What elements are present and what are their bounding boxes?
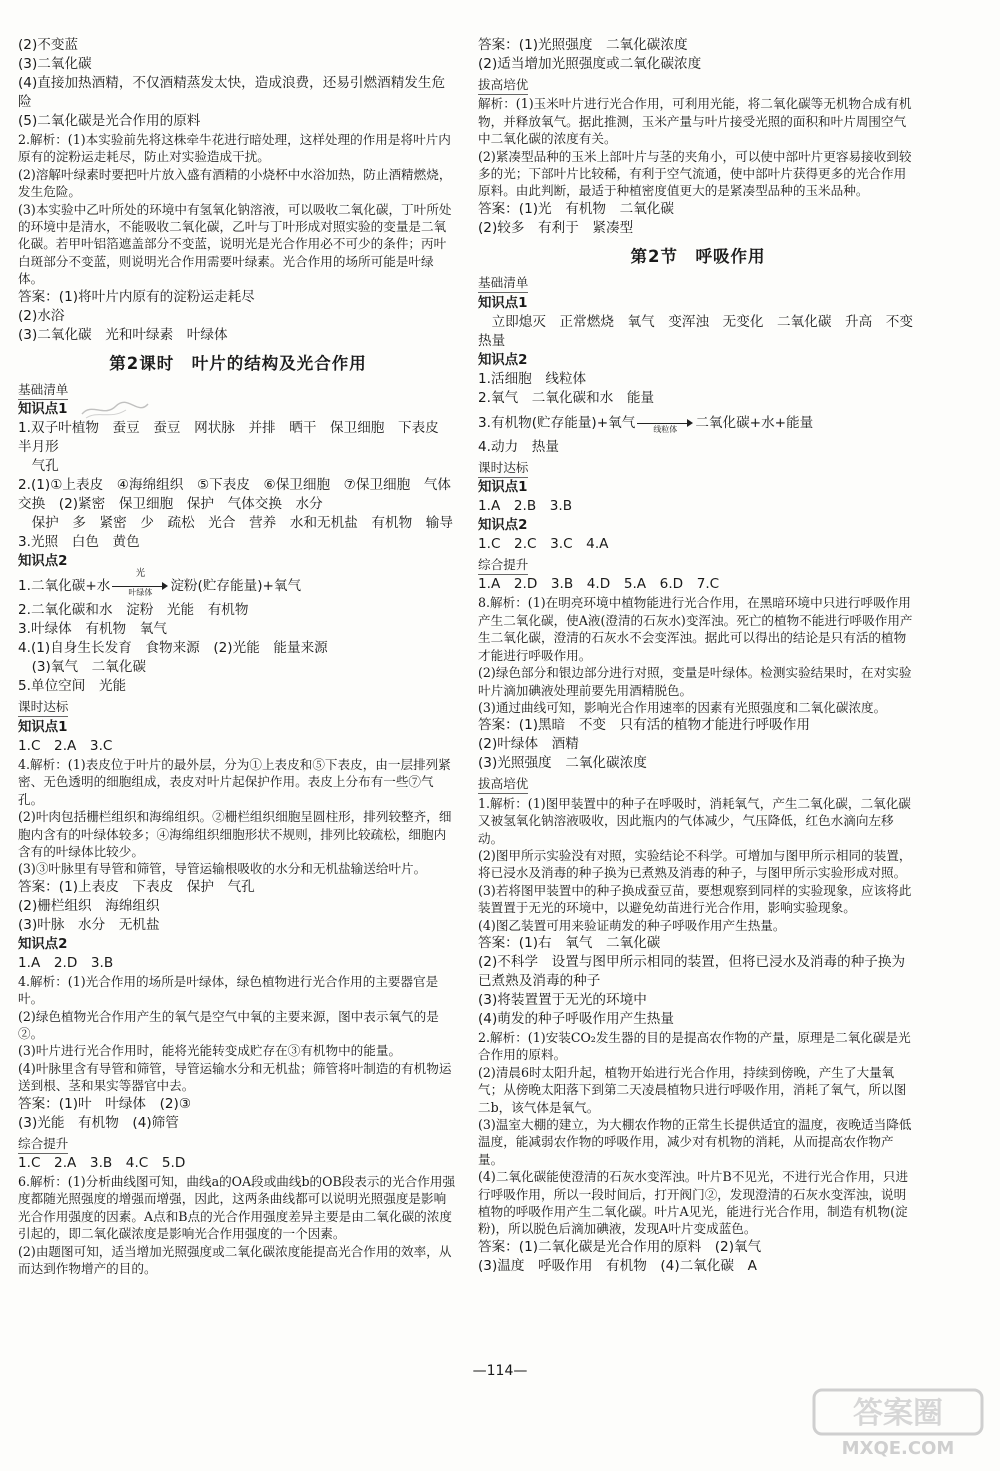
knowledge-point-heading: 知识点1 — [18, 719, 68, 735]
explanation-paragraph: 2.解析：(1)安装CO₂发生器的目的是提高农作物的产量，原理是二氧化碳是光合作用的原料。 — [478, 1029, 911, 1063]
explanation-paragraph: (2)紧凑型品种的玉米上部叶片与茎的夹角小，可以使中部叶片更容易接收到较多的光；下部叶片比较稀，有利于空气流通，使中部叶片获得更多的光合作用原料。由此判断，最适于种植密度值更大的是紧凑型品种的玉米品种。 — [478, 148, 912, 199]
knowledge-point-heading: 知识点2 — [478, 352, 528, 368]
explanation-paragraph: (2)叶肉包括栅栏组织和海绵组织。②栅栏组织细胞呈圆柱形，排列较整齐，细胞内含有的叶绿体较多；④海绵组织细胞形状不规则，排列比较疏松，细胞内含有的叶绿体比较少。 — [18, 809, 452, 859]
equation-lhs: 1.二氧化碳+水 — [18, 578, 111, 595]
answer-line: 3.叶绿体 有机物 氧气 — [18, 621, 167, 638]
explanation-paragraph: (2)绿色部分和银边部分进行对照，变量是叶绿体。检测实验结果时，在对实验叶片滴加碘液处理前要先用酒精脱色。 — [478, 665, 912, 698]
watermark-logo — [812, 1388, 984, 1460]
answer-line: (3)温度 呼吸作用 有机物 (4)二氧化碳 A — [478, 1257, 757, 1274]
answer-line: (2)不科学 设置与图甲所示相同的装置，但将已浸水及消毒的种子换为已煮熟及消毒的种子 — [478, 953, 906, 989]
explanation-paragraph: (3)叶片进行光合作用时，能将光能转变成贮存在③有机物中的能量。 — [18, 1043, 402, 1059]
equation-lhs: 3.有机物(贮存能量)+氧气 — [478, 414, 636, 431]
answer-line: (2)适当增加光照强度或二氧化碳浓度 — [478, 56, 702, 72]
knowledge-point-heading: 知识点1 — [478, 480, 528, 496]
explanation-paragraph: 1.解析：(1)图甲装置中的种子在呼吸时，消耗氧气，产生二氧化碳，二氧化碳又被氢氧化钠溶液吸收，因此瓶内的气体减少，气压降低，红色水滴向左移动。 — [478, 795, 911, 846]
equation-rhs: 淀粉(贮存能量)+氧气 — [170, 578, 302, 595]
section-label: 拔高培优 — [478, 775, 528, 794]
left-column — [18, 36, 458, 1277]
answer-line: 答案：(1)将叶片内原有的淀粉运走耗尽 — [18, 288, 255, 305]
answer-line: 答案：(1)叶 叶绿体 (2)③ — [18, 1095, 192, 1112]
arrow-condition-above: 光 — [135, 568, 146, 580]
answer-line: 1.A 2.B 3.B — [478, 498, 573, 515]
answer-line: 1.C 2.C 3.C 4.A — [478, 536, 609, 553]
answer-line: (2)栅栏组织 海绵组织 — [18, 897, 160, 914]
explanation-paragraph: (2)由题图可知，适当增加光照强度或二氧化碳浓度能提高光合作用的效率，从而达到作物增产的目的。 — [18, 1243, 452, 1276]
knowledge-point-heading: 知识点2 — [18, 554, 68, 570]
answer-line: 答案：(1)光照强度 二氧化碳浓度 — [478, 37, 688, 53]
explanation-paragraph: (2)绿色植物光合作用产生的氧气是空气中氧的主要来源，图中表示氧气的是②。 — [18, 1008, 439, 1041]
explanation-paragraph: (3)③叶脉里有导管和筛管，导管运输根吸收的水分和无机盐输送给叶片。 — [18, 861, 427, 877]
answer-line: 5.单位空间 光能 — [18, 678, 127, 695]
page-number: —114— — [472, 1363, 528, 1379]
section-label: 综合提升 — [18, 1135, 68, 1154]
explanation-paragraph: 4.解析：(1)表皮位于叶片的最外层，分为①上表皮和⑤下表皮，由一层排列紧密、无色透明的细胞组成，表皮对叶片起保护作用。表皮上分布有一些⑦气孔。 — [18, 756, 451, 807]
answer-line: 3.光照 白色 黄色 — [18, 534, 140, 551]
knowledge-point-heading: 知识点1 — [18, 402, 68, 418]
reaction-arrow — [112, 568, 168, 598]
stamp-mark — [80, 398, 150, 420]
section-title: 第2课时 叶片的结构及光合作用 — [109, 353, 367, 373]
explanation-paragraph: (3)温室大棚的建立，为大棚农作物的正常生长提供适宜的温度，夜晚适当降低温度，能减弱农作物的呼吸作用，减少对有机物的消耗，从而提高农作物产量。 — [478, 1117, 912, 1167]
right-column — [478, 36, 927, 1276]
equation — [478, 408, 918, 438]
answer-line: 答案：(1)上表皮 下表皮 保护 气孔 — [18, 878, 255, 895]
arrow-condition-below: 线粒体 — [653, 424, 678, 434]
knowledge-point-heading: 知识点2 — [18, 936, 68, 952]
answer-line: 保护 多 紧密 少 疏松 光合 营养 水和无机盐 有机物 输导 — [18, 515, 453, 532]
explanation-paragraph: (3)通过曲线可知，影响光合作用速率的因素有光照强度和二氧化碳浓度。 — [478, 699, 887, 715]
explanation-paragraph: (2)图甲所示实验没有对照，实验结论不科学。可增加与图甲所示相同的装置，将已浸水及消毒的种子换为已煮熟及消毒的种子，与图甲所示实验形成对照。 — [478, 847, 912, 881]
knowledge-point-heading: 知识点2 — [478, 518, 528, 534]
section-label: 综合提升 — [478, 556, 528, 575]
answer-line: 1.活细胞 线粒体 — [478, 370, 587, 387]
answer-line: (3)将装置置于无光的环境中 — [478, 991, 647, 1008]
section-label: 课时达标 — [478, 459, 528, 478]
answer-line: (5)二氧化碳是光合作用的原料 — [18, 113, 201, 129]
answer-line: 1.C 2.A 3.C — [18, 737, 113, 754]
answer-line: (3)氧气 二氧化碳 — [18, 659, 147, 676]
arrow-condition-below: 叶绿体 — [128, 588, 153, 598]
knowledge-point-heading: 知识点1 — [478, 295, 528, 311]
reaction-arrow — [637, 416, 693, 434]
answer-line: 2.(1)①上表皮 ④海绵组织 ⑤下表皮 ⑥保卫细胞 ⑦保卫细胞 气体交换 (2)紧密 保卫细胞 保护 气体交换 水分 — [18, 477, 452, 513]
answer-line: 1.C 2.A 3.B 4.C 5.D — [18, 1154, 186, 1171]
section-label: 课时达标 — [18, 698, 68, 717]
explanation-paragraph: (4)二氧化碳能使澄清的石灰水变浑浊。叶片B不见光，不进行光合作用，只进行呼吸作用，所以一段时间后，打开阀门②，发现澄清的石灰水变浑浊，说明植物的呼吸作用产生二氧化碳。叶片A见光，能进行光合作用，制造有机物(淀粉)，所以脱色后滴加碘液，发现A叶片变成蓝色。 — [478, 1169, 909, 1237]
explanation-paragraph: (4)图乙装置可用来验证萌发的种子呼吸作用产生热量。 — [478, 917, 786, 933]
answer-line: 2.二氧化碳和水 淀粉 光能 有机物 — [18, 602, 249, 619]
answer-line: 答案：(1)右 氧气 二氧化碳 — [478, 934, 661, 951]
answer-line: 1.A 2.D 3.B — [18, 954, 114, 971]
answer-line: (2)水浴 — [18, 307, 65, 324]
answer-line: 答案：(1)黑暗 不变 只有活的植物才能进行呼吸作用 — [478, 717, 810, 734]
answer-line: 答案：(1)二氧化碳是光合作用的原料 (2)氧气 — [478, 1238, 762, 1255]
equation — [18, 568, 458, 601]
section-label: 拔高培优 — [478, 76, 528, 95]
explanation-paragraph: 解析：(1)玉米叶片进行光合作用，可利用光能，将二氧化碳等无机物合成有机物，并释放氧气。据此推测，玉米产量与叶片接受光照的面积和叶片周围空气中二氧化碳的浓度有关。 — [478, 96, 912, 147]
explanation-paragraph: (4)叶脉里含有导管和筛管，导管运输水分和无机盐；筛管将叶制造的有机物运送到根、茎和果实等器官中去。 — [18, 1060, 452, 1094]
answer-line: (4)直接加热酒精，不仅酒精蒸发太快，造成浪费，还易引燃酒精发生危险 — [18, 75, 446, 110]
answer-line: (2)不变蓝 — [18, 37, 79, 53]
answer-line: 4.(1)自身生长发育 食物来源 (2)光能 能量来源 — [18, 640, 328, 657]
explanation-paragraph: 4.解析：(1)光合作用的场所是叶绿体，绿色植物进行光合作用的主要器官是叶。 — [18, 973, 439, 1007]
answer-line: (3)光能 有机物 (4)筛管 — [18, 1114, 179, 1131]
equation-rhs: 二氧化碳+水+能量 — [695, 414, 814, 431]
answer-line: (2)较多 有利于 紧凑型 — [478, 219, 634, 236]
answer-line: 4.动力 热量 — [478, 438, 559, 455]
section-label: 基础清单 — [478, 274, 528, 293]
answer-line: (3)二氧化碳 — [18, 56, 92, 72]
answer-line: (3)光照强度 二氧化碳浓度 — [478, 755, 647, 772]
svg-text:答案圈: 答案圈 — [853, 1396, 943, 1431]
answer-line: (4)萌发的种子呼吸作用产生热量 — [478, 1010, 674, 1027]
answer-line: 2.氧气 二氧化碳和水 能量 — [478, 389, 655, 406]
explanation-paragraph: 2.解析：(1)本实验前先将这株牵牛花进行暗处理，这样处理的作用是将叶片内原有的淀粉运走耗尽，防止对实验造成干扰。 — [18, 132, 451, 165]
explanation-paragraph: 8.解析：(1)在明亮环境中植物能进行光合作用，在黑暗环境中只进行呼吸作用产生二氧化碳，使A液(澄清的石灰水)变浑浊。死亡的植物不能进行呼吸作用产生二氧化碳，澄清的石灰水不会变浑浊。据此可以得出的结论是只有活的植物才能进行呼吸作用。 — [478, 595, 913, 663]
answer-line: (3)二氧化碳 光和叶绿素 叶绿体 — [18, 326, 228, 343]
answer-line: 1.双子叶植物 蚕豆 蚕豆 网状脉 并排 晒干 保卫细胞 下表皮 半月形 — [18, 420, 453, 456]
section-title: 第2节 呼吸作用 — [630, 246, 766, 266]
answer-line: 1.A 2.D 3.B 4.D 5.A 6.D 7.C — [478, 576, 720, 593]
explanation-paragraph: (3)本实验中乙叶所处的环境中有氢氧化钠溶液，可以吸收二氧化碳，丁叶所处的环境中是清水，不能吸收二氧化碳，乙叶与丁叶形成对照实验的变量是二氧化碳。若甲叶铝箔遮盖部分不变蓝，说明光是光合作用必不可少的条件；丙叶白斑部分不变蓝，则说明光合作用需要叶绿素。光合作用的场所可能是叶绿体。 — [18, 201, 452, 287]
answer-line: 答案：(1)光 有机物 二氧化碳 — [478, 200, 674, 217]
answer-line: 气孔 — [18, 458, 59, 475]
answer-line: (2)叶绿体 酒精 — [478, 736, 579, 753]
explanation-paragraph: (2)清晨6时太阳升起，植物开始进行光合作用，持续到傍晚，产生了大量氧气；从傍晚太阳落下到第二天凌晨植物只进行呼吸作用，消耗了氧气，所以图二b，该气体是氧气。 — [478, 1064, 907, 1115]
explanation-paragraph: (2)溶解叶绿素时要把叶片放入盛有酒精的小烧杯中水浴加热，防止酒精燃烧，发生危险。 — [18, 166, 452, 200]
answer-line: 立即熄灭 正常燃烧 氧气 变浑浊 无变化 二氧化碳 升高 不变 热量 — [478, 313, 927, 349]
svg-text:MXQE.COM: MXQE.COM — [841, 1438, 955, 1459]
section-label: 基础清单 — [18, 381, 68, 400]
answer-line: (3)叶脉 水分 无机盐 — [18, 916, 160, 933]
explanation-paragraph: (3)若将图甲装置中的种子换成蚕豆苗，要想观察到同样的实验现象，应该将此装置置于无光的环境中，以避免幼苗进行光合作用，影响实验现象。 — [478, 882, 912, 916]
explanation-paragraph: 6.解析：(1)分析曲线图可知，曲线a的OA段或曲线b的OB段表示的光合作用强度都随光照强度的增强而增强，因此，这两条曲线都可以说明光照强度是影响光合作用强度的因素。A点和B点的光合作用强度差异主要是由二氧化碳的浓度引起的，即二氧化碳浓度是影响光合作用强度的一个因素。 — [18, 1173, 456, 1242]
